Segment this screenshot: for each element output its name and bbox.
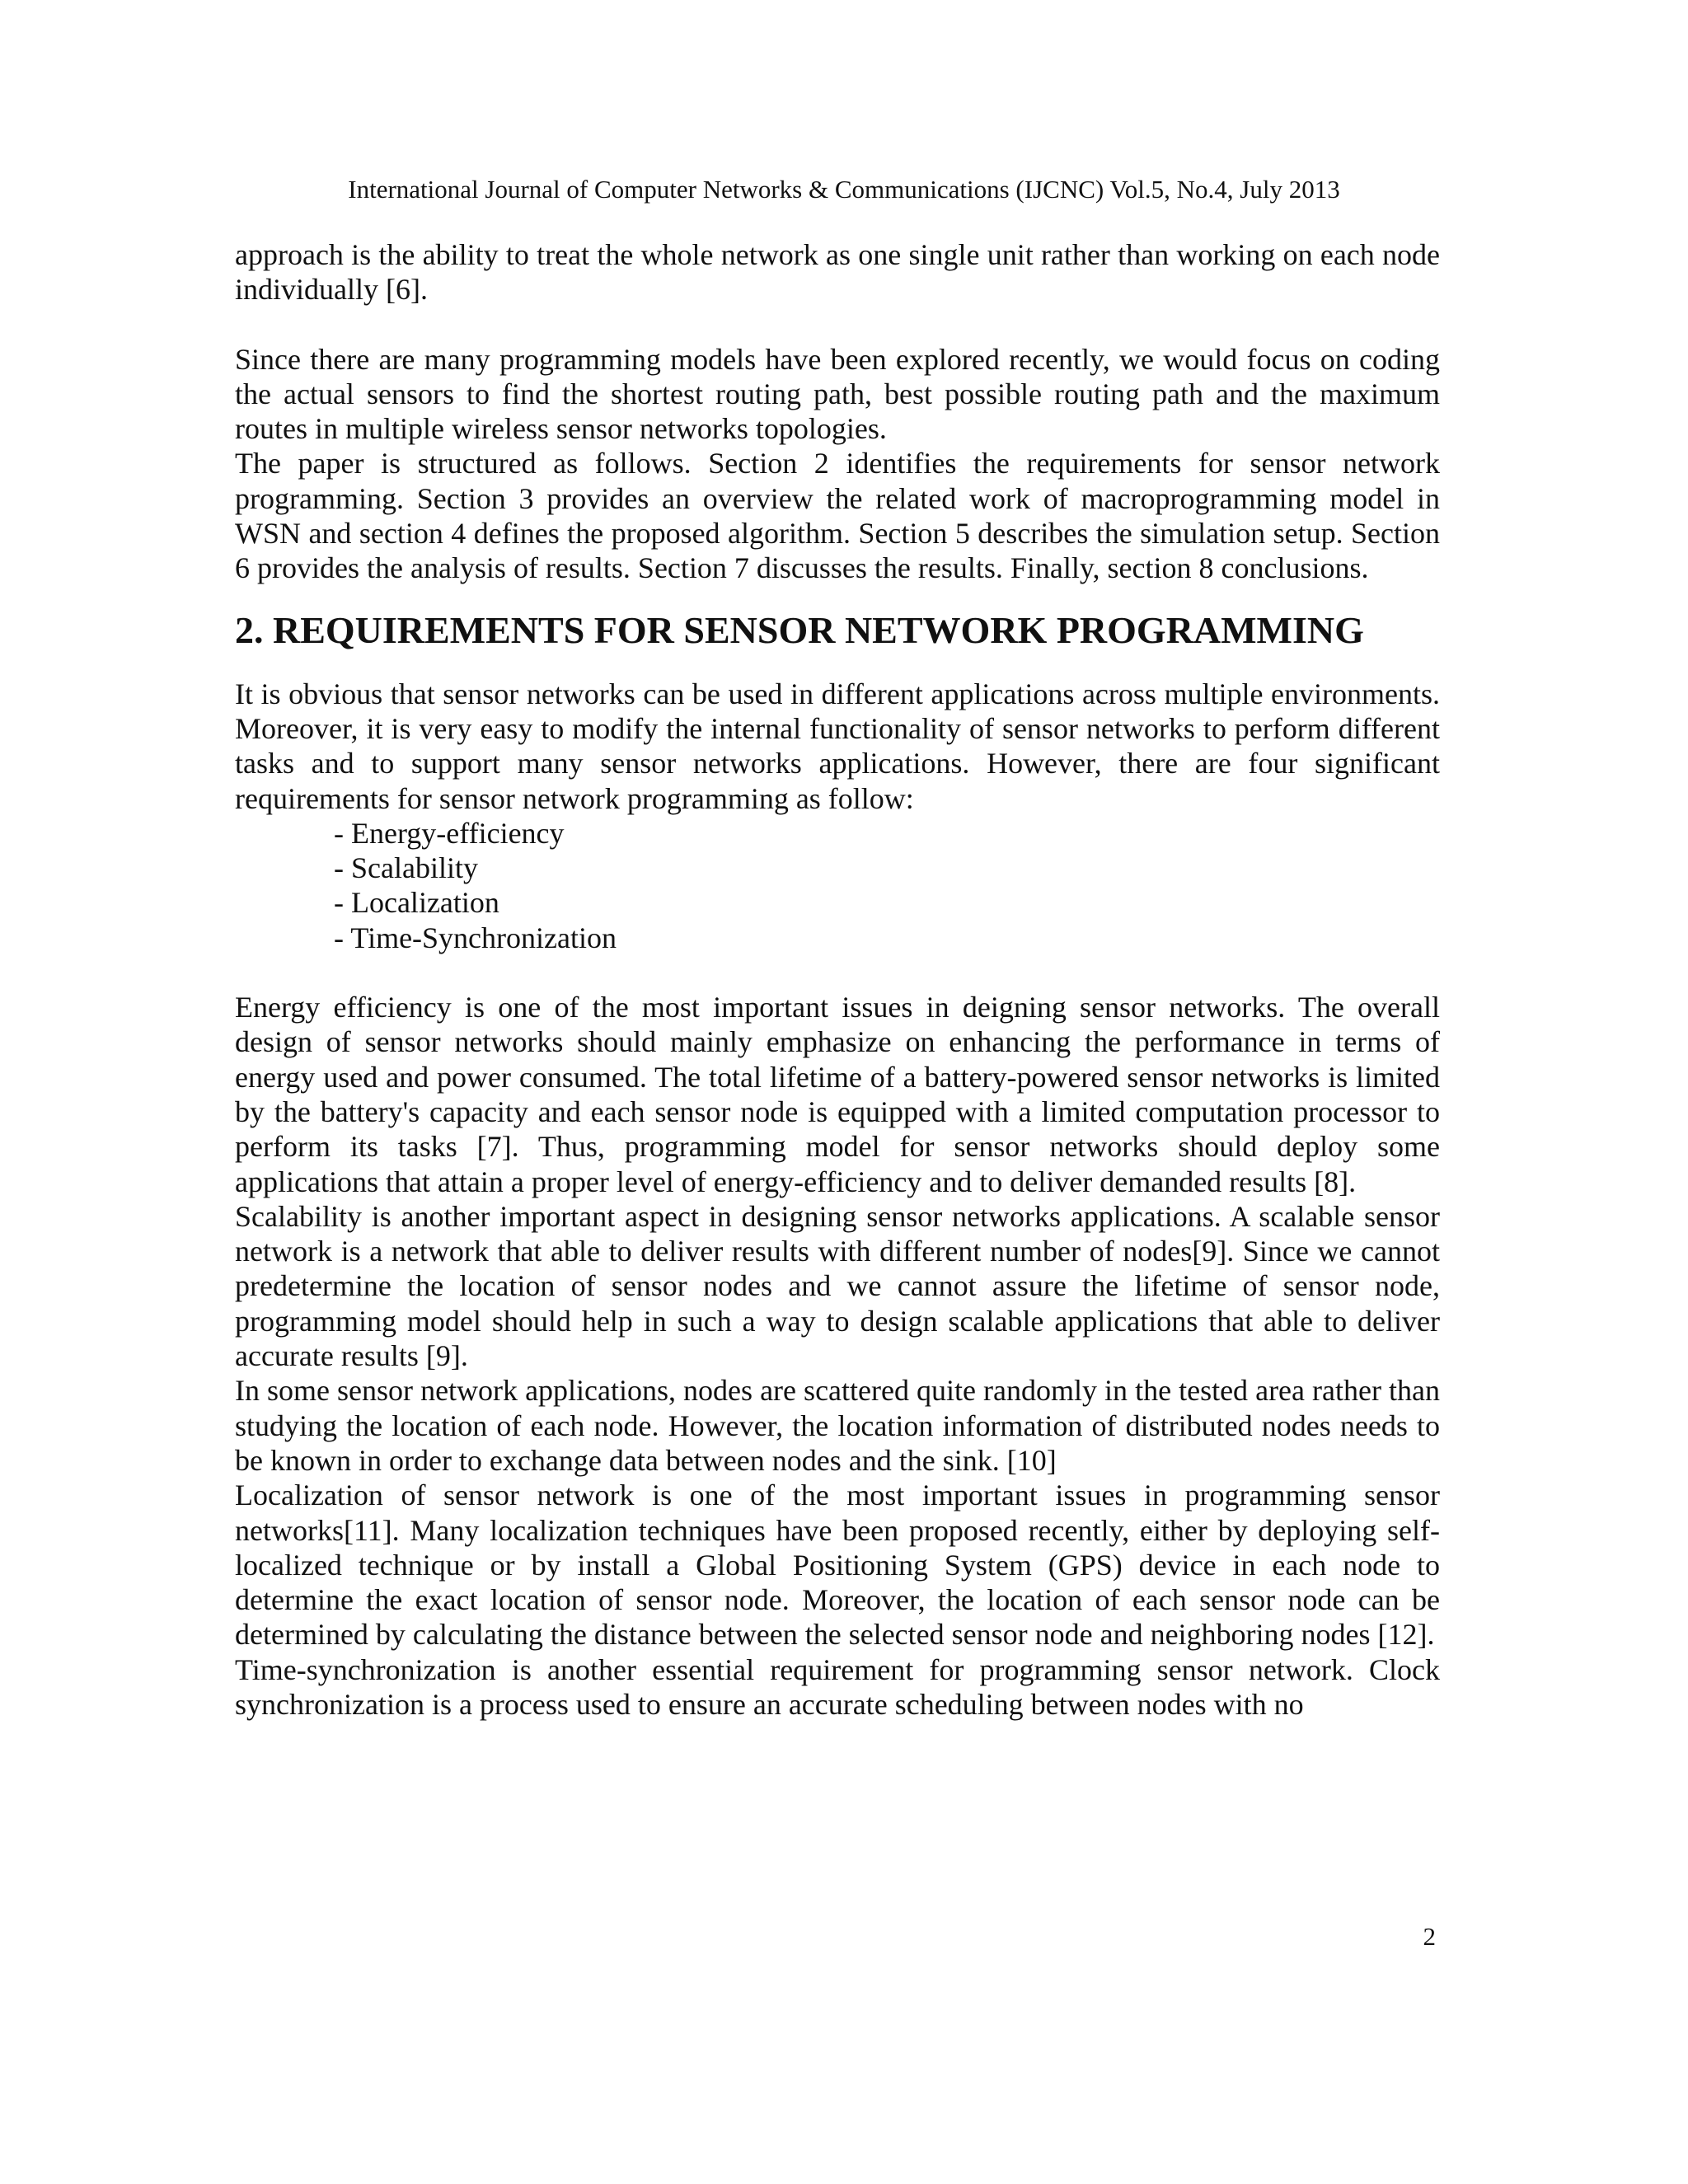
requirement-item: - Energy-efficiency xyxy=(334,816,565,850)
scalability-paragraph: Scalability is another important aspect in designing sensor networks applications. A scalable sensor network is a network that able to deliver results with different number of nodes[9]. Since we cannot predetermine the location of sensor nodes and we cannot assure the lifetime of sensor node, programming model should help in such a way to design scalable applications that able to deliver accurate results [9]. xyxy=(235,1199,1440,1373)
intro-paragraph-1: approach is the ability to treat the whole network as one single unit rather than working on each node individually [6]. xyxy=(235,238,1440,307)
requirements-list xyxy=(235,816,1440,955)
time-sync-paragraph: Time-synchronization is another essential requirement for programming sensor network. Clock synchronization is a process used to ensure an accurate scheduling between nodes with no xyxy=(235,1652,1440,1721)
paragraph-gap xyxy=(235,307,1440,342)
localization-paragraph: Localization of sensor network is one of the most important issues in programming sensor networks[11]. Many localization techniques have been proposed recently, either by deploying self-localized technique or by install a Global Positioning System (GPS) device in each node to determine the exact location of sensor node. Moreover, the location of each sensor node can be determined by calculating the distance between the selected sensor node and neighboring nodes [12]. xyxy=(235,1479,1440,1652)
section-paragraph-1: It is obvious that sensor networks can be used in different applications across multiple environments. Moreover, it is very easy to modify the internal functionality of sensor networks to perform different tasks and to support many sensor networks applications. However, there are four significant requirements for sensor network programming as follow: xyxy=(235,677,1440,815)
page-content xyxy=(235,237,1440,1722)
requirement-item: - Scalability xyxy=(334,851,478,885)
section-heading: 2. REQUIREMENTS FOR SENSOR NETWORK PROGRAMMING xyxy=(235,608,1364,651)
requirement-item: - Time-Synchronization xyxy=(334,921,617,954)
requirement-item: - Localization xyxy=(334,886,499,920)
node-location-paragraph: In some sensor network applications, nodes are scattered quite randomly in the tested area rather than studying the location of each node. However, the location information of distributed nodes needs to be known in order to exchange data between nodes and the sink. [10] xyxy=(235,1374,1440,1477)
paragraph-gap xyxy=(235,955,1440,990)
energy-paragraph: Energy efficiency is one of the most important issues in deigning sensor networks. The overall design of sensor networks should mainly emphasize on enhancing the performance in terms of energy used and power consumed. The total lifetime of a battery-powered sensor networks is limited by the battery's capacity and each sensor node is equipped with a limited computation processor to perform its tasks [7]. Thus, programming model for sensor networks should deploy some applications that attain a proper level of energy-efficiency and to deliver demanded results [8]. xyxy=(235,991,1440,1198)
intro-paragraph-3: The paper is structured as follows. Section 2 identifies the requirements for sensor network programming. Section 3 provides an overview the related work of macroprogramming model in WSN and section 4 defines the proposed algorithm. Section 5 describes the simulation setup. Section 6 provides the analysis of results. Section 7 discusses the results. Finally, section 8 conclusions. xyxy=(235,447,1440,585)
page-number: 2 xyxy=(1423,1922,1436,1951)
intro-paragraph-2: Since there are many programming models have been explored recently, we would focus on coding the actual sensors to find the shortest routing path, best possible routing path and the maximum routes in multiple wireless sensor networks topologies. xyxy=(235,342,1440,446)
running-header: International Journal of Computer Networks & Communications (IJCNC) Vol.5, No.4, July 2013 xyxy=(348,175,1340,204)
